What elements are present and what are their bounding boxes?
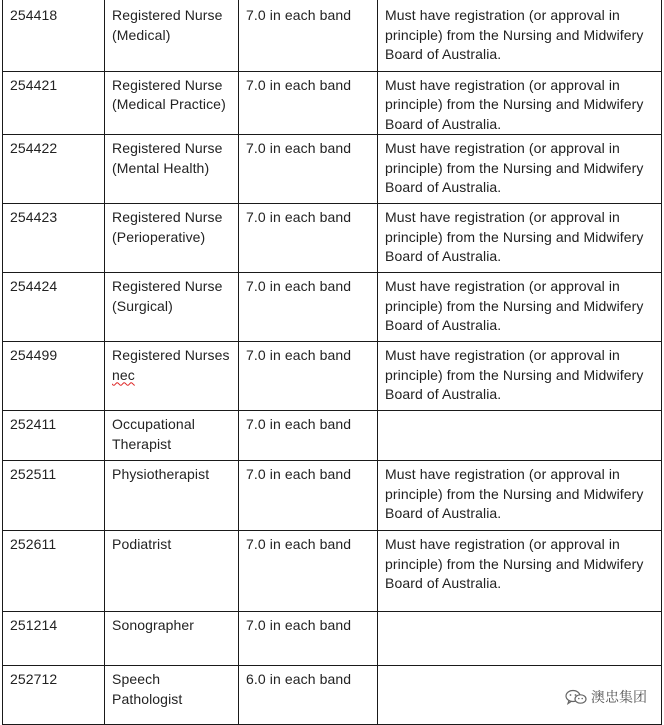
occupation-table — [2, 0, 662, 725]
code-cell: 252712 — [3, 666, 105, 725]
code-cell: 254421 — [3, 71, 105, 135]
occupation-cell — [105, 273, 239, 342]
code-cell: 254423 — [3, 204, 105, 273]
table-row — [3, 273, 662, 342]
ielts-cell: 7.0 in each band — [239, 71, 378, 135]
occupation-line: Sonographer — [112, 617, 195, 633]
occupation-cell — [105, 666, 239, 725]
ielts-cell: 7.0 in each band — [239, 135, 378, 204]
requirement-cell — [378, 411, 662, 461]
requirement-cell: Must have registration (or approval in principle) from the Nursing and Midwifery Board of Australia. — [378, 135, 662, 204]
occupation-line: Registered Nurse — [112, 140, 223, 156]
occupation-cell — [105, 0, 239, 71]
requirement-cell: Must have registration (or approval in principle) from the Nursing and Midwifery Board of Australia. — [378, 273, 662, 342]
occupation-line: Registered Nurse — [112, 7, 223, 23]
table-row — [3, 411, 662, 461]
requirement-cell: Must have registration (or approval in principle) from the Nursing and Midwifery Board of Australia. — [378, 461, 662, 531]
occupation-line: Physiotherapist — [112, 466, 210, 482]
ielts-cell: 7.0 in each band — [239, 411, 378, 461]
occupation-line: (Perioperative) — [112, 228, 206, 245]
table-row — [3, 0, 662, 71]
requirement-cell: Must have registration (or approval in principle) from the Nursing and Midwifery Board of Australia. — [378, 204, 662, 273]
code-cell: 252411 — [3, 411, 105, 461]
occupation-line: Occupational — [112, 416, 195, 432]
occupation-line: (Surgical) — [112, 297, 173, 314]
occupation-cell — [105, 461, 239, 531]
code-cell: 251214 — [3, 612, 105, 666]
table-row — [3, 531, 662, 612]
occupation-line: Podiatrist — [112, 536, 172, 552]
occupation-cell — [105, 612, 239, 666]
ielts-cell: 7.0 in each band — [239, 612, 378, 666]
occupation-line: Speech — [112, 671, 161, 687]
occupation-cell — [105, 204, 239, 273]
table-row — [3, 135, 662, 204]
occupation-cell — [105, 531, 239, 612]
table-row — [3, 612, 662, 666]
watermark-text: 澳忠集团 — [591, 690, 647, 706]
ielts-cell: 7.0 in each band — [239, 461, 378, 531]
code-cell: 254424 — [3, 273, 105, 342]
code-cell: 254418 — [3, 0, 105, 71]
wechat-icon — [565, 689, 587, 705]
ielts-cell: 6.0 in each band — [239, 666, 378, 725]
code-cell: 254422 — [3, 135, 105, 204]
occupation-line-spellcheck: nec — [112, 366, 135, 383]
ielts-cell: 7.0 in each band — [239, 342, 378, 411]
requirement-cell: Must have registration (or approval in principle) from the Nursing and Midwifery Board of Australia. — [378, 342, 662, 411]
ielts-cell: 7.0 in each band — [239, 0, 378, 71]
occupation-cell — [105, 135, 239, 204]
requirement-cell — [378, 612, 662, 666]
code-cell: 254499 — [3, 342, 105, 411]
requirement-cell: Must have registration (or approval in principle) from the Nursing and Midwifery Board of Australia. — [378, 0, 662, 71]
occupation-line: Registered Nurse — [112, 76, 223, 93]
watermark — [562, 685, 650, 709]
code-cell: 252511 — [3, 461, 105, 531]
requirement-cell: Must have registration (or approval in principle) from the Nursing and Midwifery Board of Australia. — [378, 71, 662, 135]
requirement-cell: Must have registration (or approval in principle) from the Nursing and Midwifery Board of Australia. — [378, 531, 662, 612]
table-row — [3, 342, 662, 411]
table-row — [3, 204, 662, 273]
occupation-line: Registered Nurse — [112, 278, 223, 294]
occupation-line: Pathologist — [112, 690, 183, 707]
occupation-line: (Medical) — [112, 26, 171, 43]
occupation-line: (Medical Practice) — [112, 96, 226, 112]
code-cell: 252611 — [3, 531, 105, 612]
table-row — [3, 71, 662, 135]
occupation-cell — [105, 342, 239, 411]
table-row — [3, 461, 662, 531]
occupation-line: (Mental Health) — [112, 159, 210, 176]
ielts-cell: 7.0 in each band — [239, 204, 378, 273]
occupation-line: Registered Nurses — [112, 347, 230, 363]
occupation-cell — [105, 411, 239, 461]
ielts-cell: 7.0 in each band — [239, 273, 378, 342]
occupation-line: Therapist — [112, 435, 172, 452]
ielts-cell: 7.0 in each band — [239, 531, 378, 612]
occupation-line: Registered Nurse — [112, 209, 223, 225]
occupation-cell — [105, 71, 239, 135]
